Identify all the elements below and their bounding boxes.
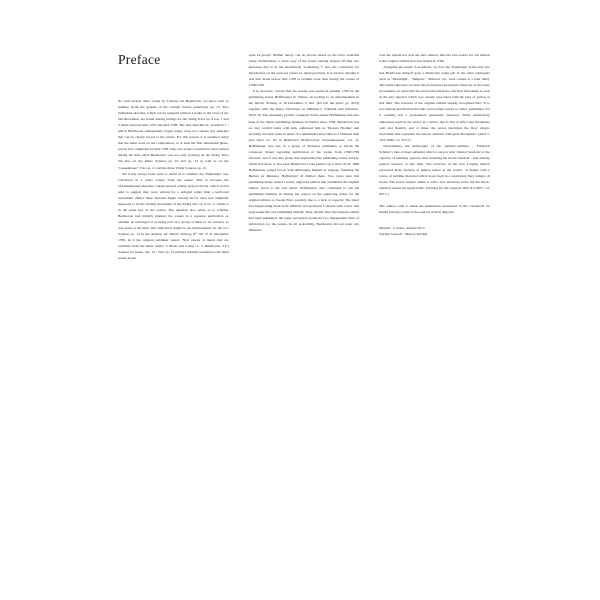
acknowledgement-paragraph: The editors wish to thank the institutions mentioned in the Comments for kindly placing copies of the sources at their disposal. — [379, 203, 490, 214]
text-columns — [118, 52, 490, 548]
paragraph: Alongside the sonata ‘Les Adieux’ op. 81a, the ‘Pathétique’ is the only one that Beethoven himself gave a distinctive name (all of the other sobriquets such as ‘Moonlight’, ‘Tempest’, ‘Pastoral’ etc. were coined at a later date). The name takes into account the pronounced passionate character of the outer movements, in particular the Grave introduction to the first movement as well as the key selected which was closely associated with the idea of pathos at that time. The reviewer of the original edition already recognised this: ‘It is not without justification that this well-written sonata is called ‘pathétique’ for it certainly has a pronounced passionate character. Noble melancholy announces itself in the Grave in c minor, that is full of effect and modulates well and fluently, and at times the Grave interrupts the fiery allegro movement that expresses the serious emotion with great movement.’ (AmZ 2, 19.2.1800, col. 373 f.) — [379, 65, 490, 142]
paragraph: It is, however, certain that the sonata was issued in autumn 1799 by the publishing house Hoffmeister in Vienna. According to an advertisement in the Wiener Zeitung of 18 December, it had ‘just left the press’ [p. 4313] together with the Piano Variations on Süßmayr’s ‘Tändeln und Scherzen’ WoO 76. The extremely prolific composer Franz Anton Hoffmeister had also been in the music publishing business in Vienna since 1784. Beethoven was on very cordial terms with him, addressed him as ‘Dearest Brother’ and probably saw him more in terms of a likeminded artist than as a business man (see letter no. 64 in Beethoven Briefwechsel Gesamtausgabe, vol. 1). Hoffmeister was one of a group of Viennese publishers to whom the composer turned regarding publication of his works from 1798/1799 onwards, and it was this group that superseded the publishing house Artaria, which had more or less been Beethoven’s sole partner up to then. From 1800 Hoffmeister joined forces with Ambrosius Kühnel in Leipzig, founding the Bureau de Musique, Hoffmeister & Kühnel there. Two years later this publishing house issued a newly engraved edition that resembled the original edition down to the last detail. Hoffmeister also continued to run his publishing business in Vienna but passed on the engraving plates for the original edition to Joseph Eder, possibly due to a lack of capacity. The latter had begun using them from 1800/01 and produced a reissue with a new title page under his own publishing imprint. Thus, shortly after the original edition had been published, the legal succession produced two independent lines of publication for the sonata. In all probability, Beethoven did not exert any influence — [248, 89, 360, 233]
column-1-body — [118, 98, 229, 261]
paragraph: opus-14 group? Neither theory can be proven based on the facts available today. Furthermore, a clean copy of the sonata already broken off after two measures that is in the sketchbook ‘Landsberg 7’ (see the Comments for information on the sources) cannot be dated precisely. It is unclear whether it was also made before mid 1798 or perhaps even later during the course of 1798/1799. — [248, 53, 360, 88]
colophon-editors: Norbert Gertsch · Murray Perahia — [379, 231, 428, 236]
text-column-2 — [249, 52, 360, 548]
paragraph: over the reprint nor over the new edition, thus the sole source for our edition is the original edition that was issued in 1799. — [379, 53, 490, 64]
paragraph: Nevertheless, the philosophy of the ‘pathetic-sublime’ – Friedrich Schiller’s idea of deep suffering which a person with ‘mental freedom’ or the capacity of resisting opposes, thus asserting his moral freedom – had already gained currency at this time. The reviewer of the new Leipzig edition perceived these features of human nature in the sonata: ‘It begins with a Grave of sublime character which loses itself in a captivating fiery Allegro di molto. The Grave returns within it with a few measures twice but the heroic emotion retains the upper hand.’ (Zeitung für die elegante Welt, 8.2.1807, col. 997 f.) — [379, 143, 490, 197]
colophon-place-date: Munich · London, autumn 2015 — [379, 225, 425, 230]
text-column-1 — [118, 52, 229, 548]
page-title: Preface — [118, 52, 161, 67]
title-spacer — [118, 52, 229, 98]
paragraph: Yet it has always been open to doubt as to whether the ‘Pathétique’ was conceived as a piano sonata from the outset. This is because the aforementioned sketches contain several widely spaced chords, which would tend to suggest they were written for a stringed rather than a keyboard instrument. Hence these sketches might actually be for what was originally supposed to be the closing movement of the String Trio op. 9 no. 3, which is in the same key as the sonata. The question also arises as to whether Beethoven had initially planned the sonata as a separate publication or whether he envisaged it as being part of a group of three or six sonatas, as was usual at the time. One indication might be an advertisement for the two Sonatas op. 14 in the Anhang zur Wiener Zeitung N° 102 of 21 December 1799. In it the original publisher stated: ‘New pieces of music that are available from the music dealer T. Mollo and Comp.: L. v. Beethoven, 3 [!] Sonatas for piano, Op. 14’. Was op. 13 perhaps initially intended as the third sonata in the — [118, 171, 229, 261]
paragraph: As with several other works by Ludwig van Beethoven, we know next to nothing about the genesis of his Grande Sonate pathétique op. 13. Two individual sketches, which can be assigned without a doubt to the close of the last movement, are found among jottings for the String Trios op. 9 nos. 1 and 3 made between mid 1797 and mid 1798. The first sketchbook ‘Grasnick 1’, which Beethoven subsequently began using, does not contain any sketches that can be clearly traced to the sonata. For this reason, it is assumed today that the main work on the composition, or at least the first substantial phase, was in fact completed by mid 1798. Thus, the sonata would have been written during the time when Beethoven was not only working on the String Trios but also on the Piano Sonatas op. 10 and op. 14 as well as on the ‘Gassenhauer’-Trio op. 11 and the three Violin Sonatas op. 12. — [118, 99, 229, 170]
page-content — [118, 52, 490, 548]
column-3-body — [379, 52, 490, 215]
column-2-body — [249, 52, 360, 233]
colophon — [379, 225, 490, 237]
text-column-3 — [379, 52, 490, 548]
